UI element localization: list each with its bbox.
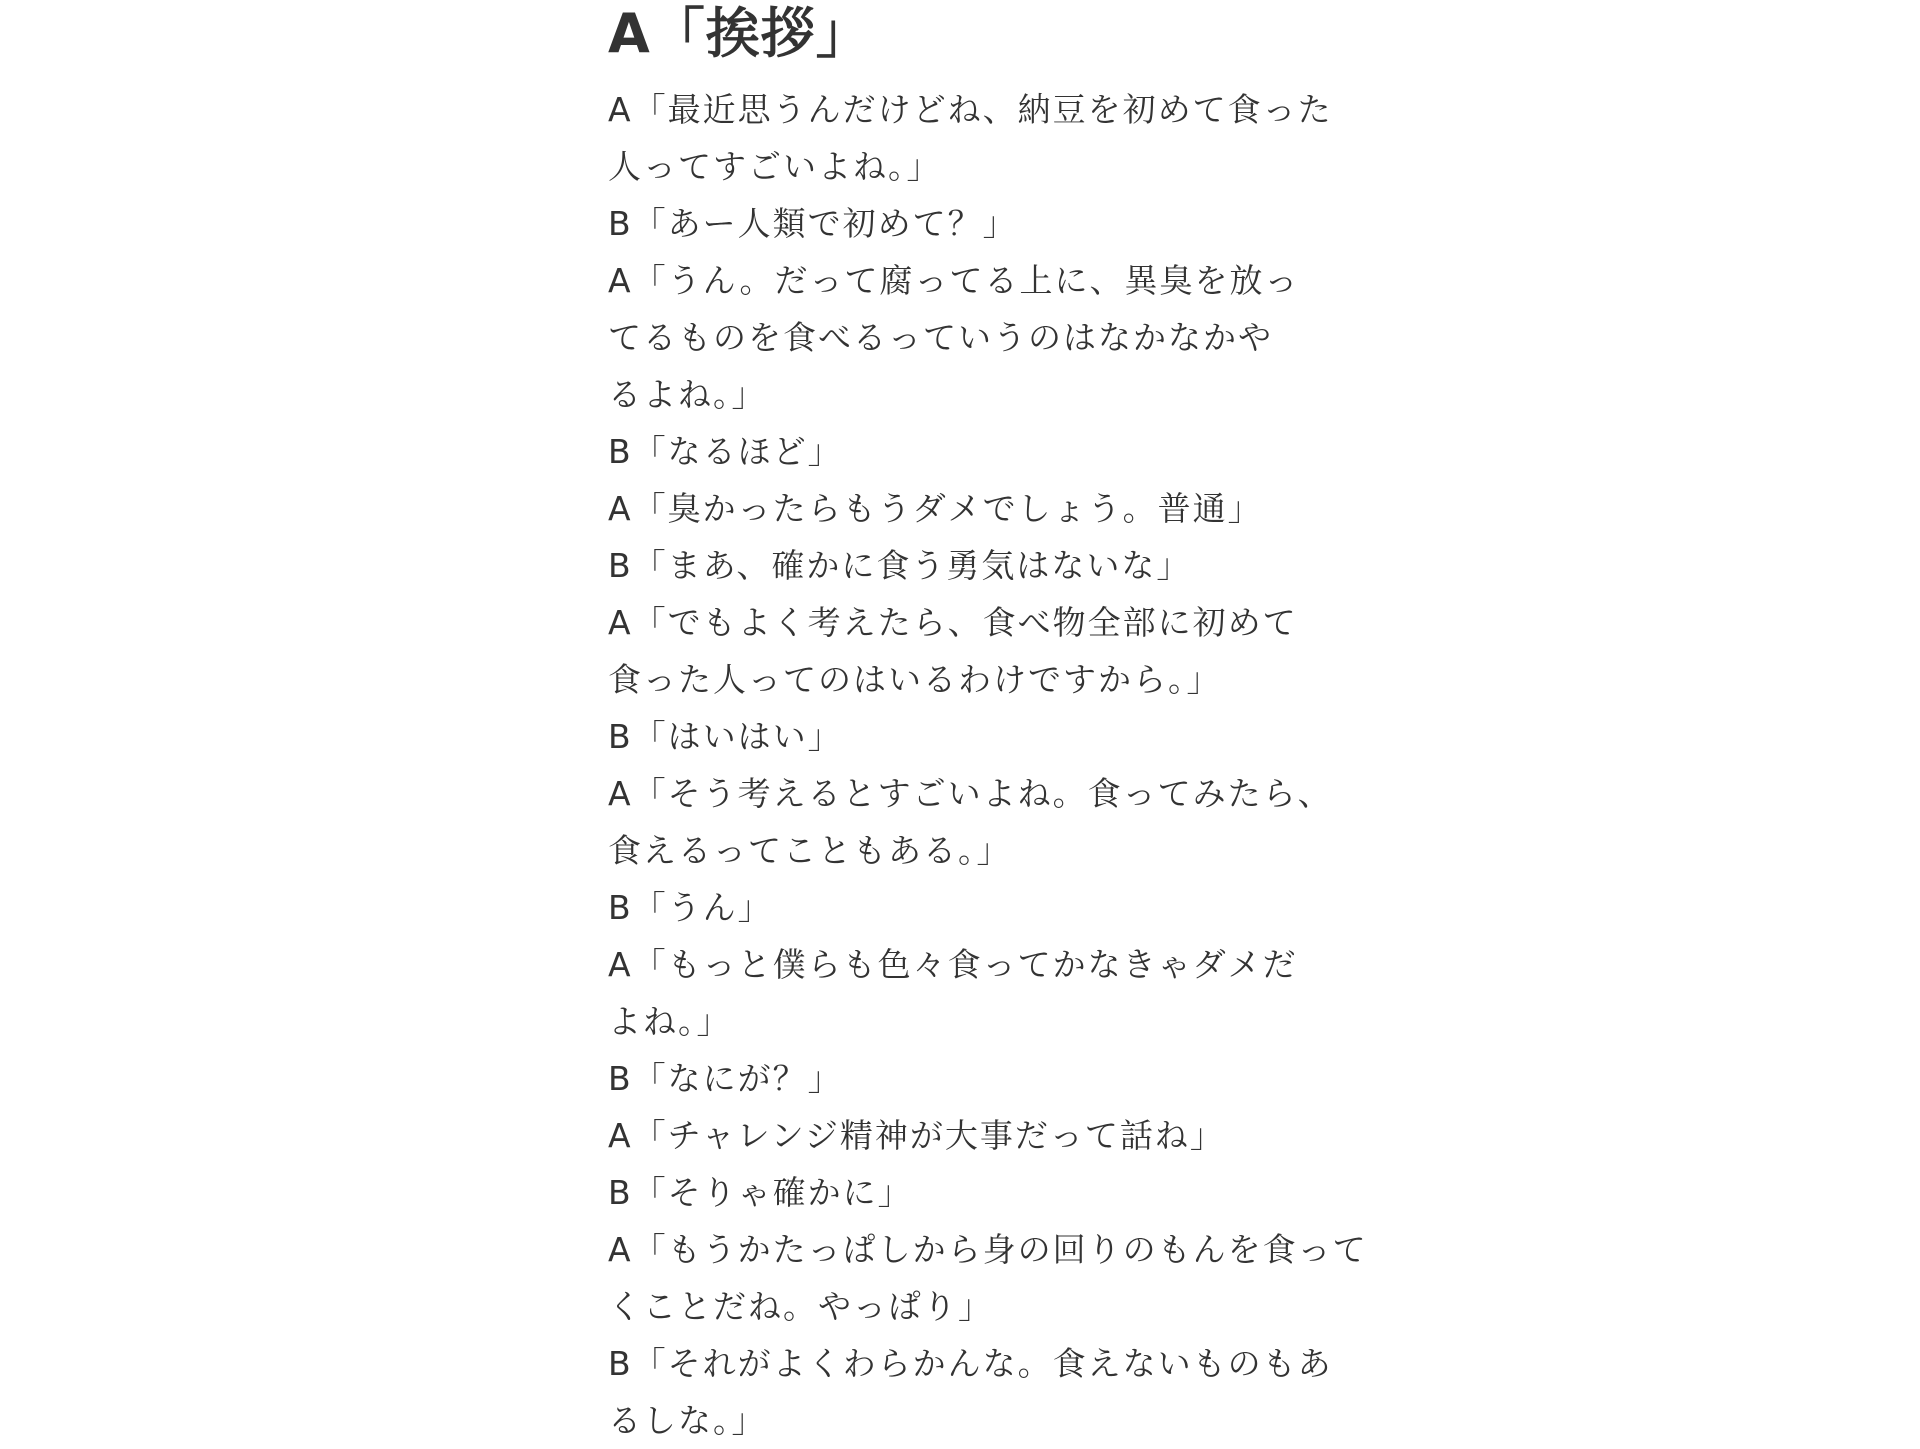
dialogue-line: るしな。」 (608, 1401, 767, 1440)
page-title: A「挨拶」 (608, 2, 871, 65)
dialogue-line: A「もうかたっぱしから身の回りのもんを食って (608, 1230, 1368, 1269)
dialogue-line: くことだね。やっぱり」 (608, 1287, 993, 1326)
article (608, 0, 1368, 1449)
dialogue-line: るよね。」 (608, 375, 767, 414)
dialogue-line: てるものを食べるっていうのはなかなかや (608, 318, 1273, 357)
dialogue-line: 食えるってこともある。」 (608, 831, 1012, 870)
dialogue-line: A「チャレンジ精神が大事だって話ね」 (608, 1116, 1225, 1155)
dialogue-line: B「うん」 (608, 888, 773, 927)
dialogue-line: A「もっと僕らも色々食ってかなきゃダメだ (608, 945, 1298, 984)
dialogue-line: B「まあ、確かに食う勇気はないな」 (608, 546, 1192, 585)
dialogue-line: 食った人ってのはいるわけですから。」 (608, 660, 1222, 699)
dialogue-line: B「そりゃ確かに」 (608, 1173, 913, 1212)
dialogue-line: よね。」 (608, 1002, 732, 1041)
dialogue-line: B「それがよくわらかんな。食えないものもあ (608, 1344, 1333, 1383)
dialogue-line: A「そう考えるとすごいよね。食ってみたら、 (608, 774, 1333, 813)
dialogue-line: A「最近思うんだけどね、納豆を初めて食った (608, 90, 1333, 129)
dialogue-line: A「でもよく考えたら、食べ物全部に初めて (608, 603, 1298, 642)
dialogue-text (608, 81, 1368, 1449)
dialogue-line: A「うん。だって腐ってる上に、異臭を放っ (608, 261, 1300, 300)
dialogue-line: B「なにが？」 (608, 1059, 843, 1098)
dialogue-line: A「臭かったらもうダメでしょう。普通」 (608, 489, 1263, 528)
dialogue-line: B「なるほど」 (608, 432, 843, 471)
dialogue-line: 人ってすごいよね。」 (608, 147, 942, 186)
dialogue-line: B「あー人類で初めて？」 (608, 204, 1018, 243)
dialogue-line: B「はいはい」 (608, 717, 843, 756)
